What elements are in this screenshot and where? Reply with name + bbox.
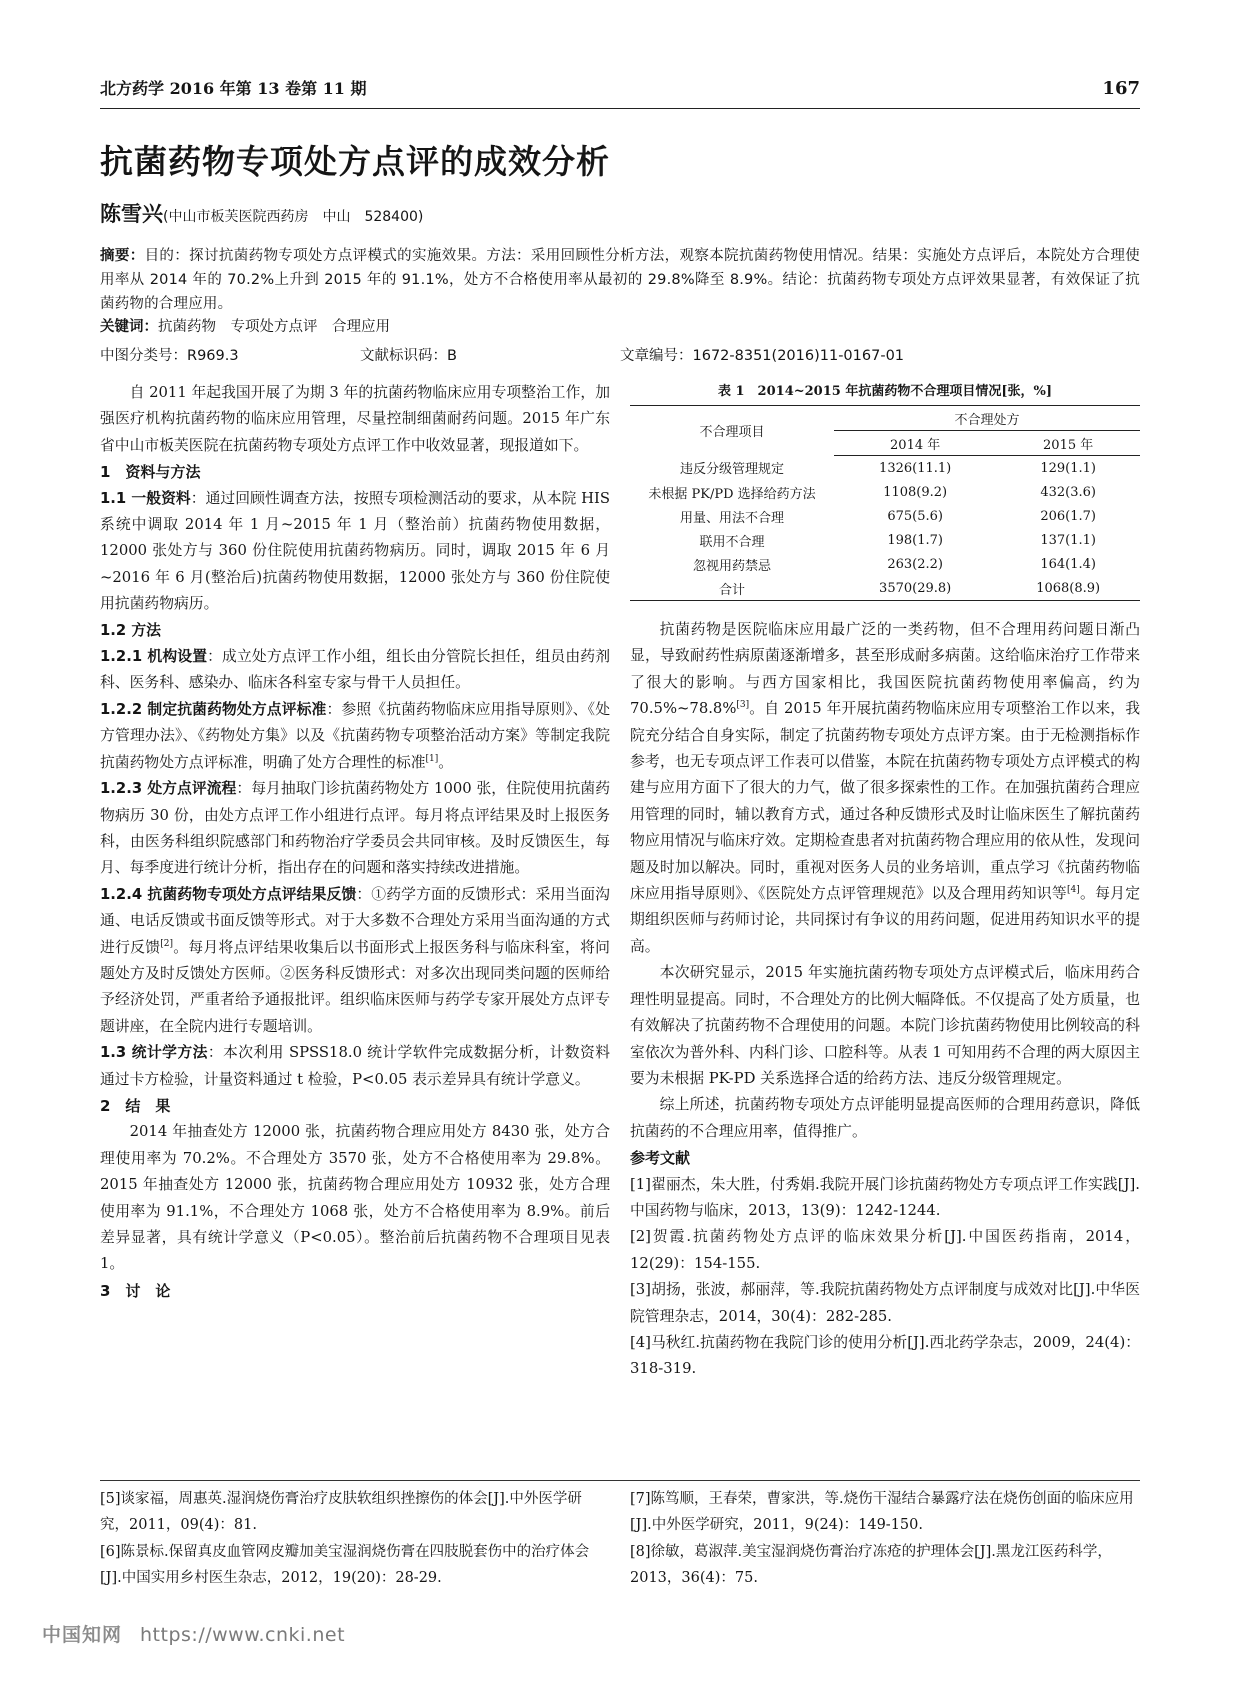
classification-line	[100, 344, 1140, 368]
article-title: 抗菌药物专项处方点评的成效分析	[100, 142, 610, 181]
subhead-1-1: 1.1 一般资料	[100, 489, 191, 507]
text-1-2-2: ：参照《抗菌药物临床应用指导原则》、《处方管理办法》、《药物处方集》以及《抗菌药物专项整治活动方案》等制定我院抗菌药物处方点评标准，明确了处方合理性的标准	[100, 700, 610, 771]
cnki-logo: 中国知网	[42, 1624, 123, 1646]
value-2015-cell: 129(1.1)	[1040, 460, 1096, 476]
table-1	[630, 382, 1140, 601]
keywords-text: 抗菌药物 专项处方点评 合理应用	[158, 319, 390, 335]
abstract	[100, 244, 1140, 316]
year-header-2014: 2014 年	[834, 431, 996, 456]
discussion-text-1b: 。自 2015 年开展抗菌药物临床应用专项整治工作以来，我院充分结合自身实际，制定了抗菌药物专项处方点评方案。由于无检测指标作参考，也无专项点评工作表可以借鉴，本院在抗菌药物专项处方点评模式的构建与应用方面下了很大的力气，做了很多探索性的工作。在加强抗菌药合理应用管理的同时，辅以教育方式，通过各种反馈形式及时让临床医生了解抗菌药物应用情况与临床疗效。定期检查患者对抗菌药物合理应用的依从性，发现问题及时加以解决。同时，重视对医务人员的业务培训，重点学习《抗菌药物临床应用指导原则》、《医院处方点评管理规范》以及合理用药知识等	[630, 700, 1140, 903]
reference-item: [7]陈笃顺，王春荣，曹家洪，等.烧伤干湿结合暴露疗法在烧伤创面的临床应用[J].中外医学研究，2011，9(24)：149-150.	[630, 1491, 1134, 1534]
conclusion-paragraph: 综上所述，抗菌药物专项处方点评能明显提高医师的合理用药意识，降低抗菌药的不合理应用率，值得推广。	[630, 1096, 1140, 1140]
table-body	[630, 456, 1140, 601]
reference-item: [3]胡扬，张波，郝丽萍，等.我院抗菌药物处方点评制度与成效对比[J].中华医院管理杂志，2014，30(4)：282-285.	[630, 1281, 1140, 1325]
table-row	[630, 552, 1140, 576]
clc-number: 中图分类号：R969.3	[100, 348, 239, 364]
left-column	[100, 380, 610, 1304]
subhead-1-2-3: 1.2.3 处方点评流程	[100, 780, 237, 798]
results-paragraph: 2014 年抽查处方 12000 张，抗菌药物合理应用处方 8430 张，处方合理使用率为 70.2%。不合理处方 3570 张，处方不合格使用率为 29.8%。2015 年抽查处方 12000 张，抗菌药物合理应用处方 10932 张，处方合理使用率为 91.1%，不合理处方 1068 张，处方不合格使用率为 8.9%。前后差异显著，具有统计学意义（P<0.05）。整治前后抗菌药物不合理项目见表 1。	[100, 1123, 610, 1273]
text-1-2-4b: 。每月将点评结果收集后以书面形式上报医务科与临床科室，将问题处方及时反馈处方医师。②医务科反馈形式：对多次出现同类问题的医师给予经济处罚，严重者给予通报批评。组织临床医师与药学专家开展处方点评专题讲座，在全院内进行专题培训。	[100, 938, 610, 1035]
value-2015-cell: 206(1.7)	[1040, 508, 1096, 524]
discussion-paragraph-2: 本次研究显示，2015 年实施抗菌药物专项处方点评模式后，临床用药合理性明显提高。同时，不合理处方的比例大幅降低。不仅提高了处方质量，也有效解决了抗菌药物不合理使用的问题。本院门诊抗菌药物使用比例较高的科室依次为普外科、内科门诊、口腔科等。从表 1 可知用药不合理的两大原因主要为未根据 PK-PD 关系选择合适的给药方法、违反分级管理规定。	[630, 964, 1140, 1087]
references-heading: 参考文献	[630, 1149, 691, 1168]
paragraph-1-2-1	[100, 644, 610, 697]
value-2014-cell: 1326(11.1)	[879, 460, 952, 476]
item-cell: 违反分级管理规定	[679, 462, 784, 478]
text-1-2-2-end: 。	[438, 753, 454, 771]
value-2015-cell: 432(3.6)	[1040, 484, 1096, 500]
footnote-rule	[100, 1480, 1140, 1481]
subhead-1-2-2: 1.2.2 制定抗菌药物处方点评标准	[100, 700, 327, 718]
text-1-1: ：通过回顾性调查方法，按照专项检测活动的要求，从本院 HIS 系统中调取 2014 年 1 月~2015 年 1 月（整治前）抗菌药物使用数据，12000 张处方与 360 份住院使用抗菌药物病历。同时，调取 2015 年 6 月~2016 年 6 月(整治后)抗菌药物使用数据，12000 张处方与 360 份住院使用抗菌药物病历。	[100, 489, 610, 613]
document-code: 文献标识码：B	[360, 348, 457, 364]
byline	[100, 199, 1140, 232]
row-header: 不合理项目	[630, 406, 834, 456]
table-caption: 表 1 2014~2015 年抗菌药物不合理项目情况[张，%]	[717, 384, 1052, 399]
group-header: 不合理处方	[834, 406, 1140, 431]
discussion-paragraph-1	[630, 617, 1140, 960]
intro-paragraph: 自 2011 年起我国开展了为期 3 年的抗菌药物临床应用专项整治工作，加强医疗机构抗菌药物的临床应用管理，尽量控制细菌耐药问题。2015 年广东省中山市板芙医院在抗菌药物专项处方点评工作中收效显著，现报道如下。	[100, 384, 610, 454]
article-number: 文章编号：1672-8351(2016)11-0167-01	[620, 348, 905, 364]
reference-item: [1]翟丽杰，朱大胜，付秀娟.我院开展门诊抗菌药物处方专项点评工作实践[J].中国药物与临床，2013，13(9)：1242-1244.	[630, 1175, 1140, 1219]
abstract-text: 目的：探讨抗菌药物专项处方点评模式的实施效果。方法：采用回顾性分析方法，观察本院抗菌药物使用情况。结果：实施处方点评后，本院处方合理使用率从 2014 年的 70.2%上升到 2015 年的 91.1%，处方不合格使用率从最初的 29.8%降至 8.9%。结论：抗菌药物专项处方点评效果显著，有效保证了抗菌药物的合理应用。	[100, 248, 1140, 312]
item-cell: 合计	[630, 576, 834, 601]
paragraph-1-2-2	[100, 697, 610, 776]
paragraph-1-2-4	[100, 882, 610, 1040]
abstract-label: 摘要：	[100, 248, 145, 264]
text-1-3: ：本次利用 SPSS18.0 统计学软件完成数据分析，计数资料通过卡方检验，计量资料通过 t 检验，P<0.05 表示差异具有统计学意义。	[100, 1044, 610, 1088]
citation-2: [2]	[160, 938, 174, 949]
table-row	[630, 456, 1140, 481]
reference-item: [8]徐敏，葛淑萍.美宝湿润烧伤膏治疗冻疮的护理体会[J].黑龙江医药科学，2013，36(4)：75.	[630, 1543, 1112, 1587]
discussion-text-1c: 。每月定期组织医师与药师讨论，共同探讨有争议的用药问题，促进用药知识水平的提高。	[630, 885, 1140, 955]
reference-item: [2]贺霞.抗菌药物处方点评的临床效果分析[J].中国医药指南，2014，12(29)：154-155.	[630, 1228, 1140, 1272]
page-number: 167	[1102, 78, 1140, 99]
section-heading-methods: 1 资料与方法	[100, 463, 201, 482]
table-row	[630, 528, 1140, 552]
discussion-text-1a: 抗菌药物是医院临床应用最广泛的一类药物，但不合理用药问题日渐凸显，导致耐药性病原菌逐渐增多，甚至形成耐多病菌。这给临床治疗工作带来了很大的影响。与西方国家相比，我国医院抗菌药物使用率偏高，约为 70.5%~78.8%	[630, 621, 1140, 718]
subhead-1-2: 1.2 方法	[100, 621, 161, 639]
text-1-2-4a: ：①药学方面的反馈形式：采用当面沟通、电话反馈或书面反馈等形式。对于大多数不合理处方采用当面沟通的方式进行反馈	[100, 885, 610, 956]
data-table	[630, 405, 1140, 601]
subhead-1-3: 1.3 统计学方法	[100, 1044, 208, 1062]
footnote-area	[100, 1480, 1140, 1587]
value-2015-cell: 164(1.4)	[1040, 556, 1096, 572]
cnki-watermark	[42, 1620, 345, 1650]
cnki-url[interactable]: https://www.cnki.net	[140, 1624, 346, 1646]
paragraph-1-1	[100, 486, 610, 618]
value-2014-cell: 3570(29.8)	[834, 576, 996, 601]
value-2014-cell: 1108(9.2)	[883, 484, 948, 500]
citation-3: [3]	[736, 700, 750, 711]
table-row	[630, 480, 1140, 504]
subhead-1-2-4: 1.2.4 抗菌药物专项处方点评结果反馈	[100, 885, 357, 903]
item-cell: 忽视用药禁忌	[692, 558, 771, 574]
section-heading-results: 2 结 果	[100, 1096, 171, 1115]
author-name: 陈雪兴	[100, 202, 163, 226]
paragraph-1-2-3	[100, 776, 610, 882]
right-column	[630, 617, 1140, 1383]
footnote-column-left	[100, 1486, 610, 1592]
year-header-2015: 2015 年	[996, 431, 1140, 456]
value-2015-cell: 1068(8.9)	[996, 576, 1140, 601]
subhead-1-2-1: 1.2.1 机构设置	[100, 648, 208, 666]
reference-item: [6]陈景标.保留真皮血管网皮瓣加美宝湿润烧伤膏在四肢脱套伤中的治疗体会[J].中国实用乡村医生杂志，2012，19(20)：28-29.	[100, 1543, 590, 1587]
citation-4: [4]	[1067, 885, 1080, 896]
table-row	[630, 576, 1140, 601]
item-cell: 用量、用法不合理	[679, 510, 784, 526]
paragraph-1-3	[100, 1040, 610, 1093]
table-row	[630, 504, 1140, 528]
citation-1: [1]	[425, 753, 439, 764]
value-2014-cell: 675(5.6)	[887, 508, 943, 524]
item-cell: 联用不合理	[699, 534, 765, 550]
section-heading-discussion: 3 讨 论	[100, 1281, 171, 1300]
item-cell: 未根据 PK/PD 选择给药方法	[648, 486, 816, 502]
reference-item: [4]马秋红.抗菌药物在我院门诊的使用分析[J].西北药学杂志，2009，24(4)：318-319.	[630, 1333, 1141, 1378]
text-1-2-3: ：每月抽取门诊抗菌药物处方 1000 张，住院使用抗菌药物病历 30 份，由处方点评工作小组进行点评。每月将点评结果及时上报医务科，由医务科组织院感部门和药物治疗学委员会共同审核。及时反馈医生，每月、每季度进行统计分析，指出存在的问题和落实持续改进措施。	[100, 780, 610, 877]
text-1-2-1: ：成立处方点评工作小组，组长由分管院长担任，组员由药剂科、医务科、感染办、临床各科室专家与骨干人员担任。	[100, 648, 610, 692]
keywords	[100, 316, 1140, 338]
reference-item: [5]谈家福，周惠英.湿润烧伤膏治疗皮肤软组织挫擦伤的体会[J].中外医学研究，2011，09(4)：81.	[100, 1491, 582, 1534]
header-rule	[100, 108, 1140, 109]
value-2014-cell: 263(2.2)	[887, 556, 943, 572]
value-2014-cell: 198(1.7)	[887, 532, 943, 548]
author-affiliation: (中山市板芙医院西药房 中山 528400)	[163, 209, 424, 225]
keywords-label: 关键词：	[100, 319, 158, 335]
footnote-column-right	[630, 1486, 1140, 1592]
value-2015-cell: 137(1.1)	[1040, 532, 1096, 548]
journal-issue: 北方药学 2016 年第 13 卷第 11 期	[100, 79, 367, 98]
